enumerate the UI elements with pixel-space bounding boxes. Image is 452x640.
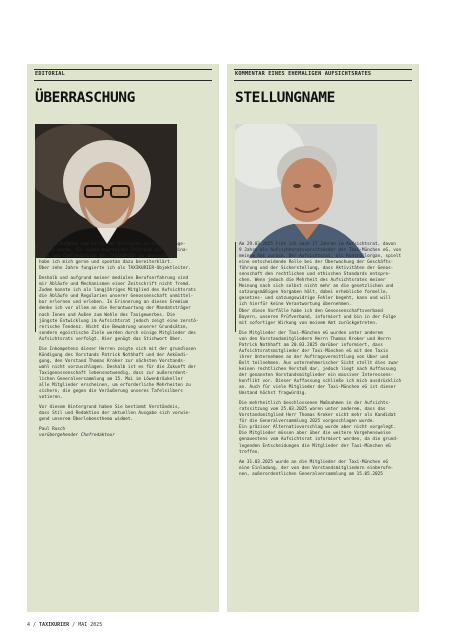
author-photo	[235, 124, 377, 258]
section-kicker: EDITORIAL	[35, 71, 65, 77]
headline: ÜBERRASCHUNG	[35, 90, 135, 106]
quote-bar	[235, 242, 236, 332]
kicker-rule	[34, 80, 212, 81]
top-rule	[34, 69, 212, 70]
page-number: 4 /	[27, 622, 37, 628]
headline: STELLUNGNAME	[235, 90, 335, 106]
paragraph: Die mehrheitlich beschlossenen Maßnahmen in der Aufsichts- ratssitzung vom 25.03.2025 waren unter anderem, dass das Vorstandsmitglied Herr Thomas Kroker nicht mehr als Kandidat für die Generalversammlung 2025 vorgeschlagen wurde. Ein präziser Alternativvorschlag wurde aber nicht vorgelegt. Die Mitglieder müssen aber über die weitere Vorgehensweise genauestens vom Aufsichtsrat informiert werden, da die grund- legenden Entscheidungen die Mitglieder der Taxi-München eG treffen.	[239, 401, 399, 455]
signature-role: vorübergehender Chefredakteur	[39, 433, 115, 439]
signature	[39, 427, 215, 439]
page-footer	[27, 622, 102, 628]
comment-panel	[227, 64, 419, 612]
author-photo	[35, 124, 177, 258]
paragraph: Am 29.03.2025 trat ich nach 17 Jahren im Aufsichtsrat, davon 9 Jahre als Aufsichtsratsvorsitzender der Taxi-München eG, von meinem Amt zurück. Der Aufsichtsrat, als Kontrollorgan, spielt eine entscheidende Rolle bei der Überwachung der Geschäfts- führung und der Sicherstellung, dass Aktivitäten der Genos- senschaft den rechtlichen und ethischen Standards entspre- chen. Wenn jedoch die Mehrheit des Aufsichtsrates meiner Meinung nach sich selbst nicht mehr an die gesetzlichen und satzungsmäßigen Vorgaben hält, dabei erhebliche formelle, gesetzes- und satzungswidrige Fehler begeht, kann und will ich hierfür keine Verantwortung übernehmen. Über diese Vorfälle habe ich den Genossenschaftsverband Bayern, unseren Prüfverband, informiert und bin in der Folge mit sofortiger Wirkung von meinem Amt zurückgetreten.	[239, 242, 402, 326]
section-kicker: KOMMENTAR EINES EHEMALIGEN AUFSICHTSRATES	[235, 71, 372, 77]
signature-name: Paul Rusch	[39, 427, 66, 433]
kicker-rule	[234, 80, 412, 81]
paragraph: Deshalb und aufgrund meiner medialen Berufserfahrung sind mir Abläufe und Mechanismen einer Zeitschrift nicht fremd. Zudem konnte ich als langjähriges Mitglied des Aufsichtsrats die Abläufe und Regularien unserer Genossenschaft unmittel- bar erlernen und erleben. In Erinnerung an dieses Gremium denke ich vor allem an die Verantwortung der Mandatsträger nach Innen und Außen zum Wohle des Taxigewerbes. Die jüngste Entwicklung im Aufsichtsrat jedoch zeigt eine zerstö- rerische Tendenz. Nicht die Bewahrung unserer Grundsätze, sondern egoistische Ziele werden durch einige Mitglieder des Aufsichtsrats verfolgt. Hier genügt das Stichwort Uber.	[39, 276, 199, 342]
editorial-panel	[27, 64, 219, 612]
comment-body	[239, 242, 415, 482]
paragraph: Als die Aufgabe und Bitte des Vorstands an mich herange- tragen wurde, für einen begrenzten Zeitraum die Koordina- tion und Chefredaktion des TAXIKURIER zu übernehmen, habe ich mich gerne und spontan dazu bereiterklärt. Über zehn Jahre fungierte ich als TAXIKURIER-Objektleiter.	[39, 242, 191, 272]
top-rule	[234, 69, 412, 70]
paragraph: Die Inkompetenz dieser Herren zeigte sich mit der grundlosen Kündigung des Vorstands Patrick Nothhaft und der Ankündi- gung, den Vorstand Thomas Kroker zur nächsten Vorstands- wahl nicht vorzuschlagen. Deshalb ist es für die Zukunft der Taxigenossenschaft lebensnotwendig, dass zur außerordent- lichen Generalversammlung am 15. Mai im Löwenbräukeller alle Mitglieder erscheinen, um erforderliche Mehrheiten zu sichern, die gegen die Veräußerung unseres Tafelsilbers votieren.	[39, 346, 196, 401]
paragraph: Die Mitglieder der Taxi-München eG wurden unter anderem von den Vorstandsmitgliedern Herrn Thomas Kroker und Herrn Patrick Nothhaft am 20.03.2025 darüber informiert, dass Aufsichtsratsmitglieder der Taxi-München eG mit den Taxis ihrer Unternehmen an der Auftragsvermittlung von Uber und Bolt teilnehmen. Aus unternehmerischer Sicht stellt dies zwar keinen rechtlichen Verstoß dar, jedoch liegt nach Auffassung der genannten Vorstandsmitglieder ein massiver Interessens- konflikt vor. Dieser Auffassung schließe ich mich ausdrücklich an. Auch für viele Mitglieder der Taxi-München eG ist dieser Umstand höchst fragwürdig.	[239, 330, 402, 397]
quote-bar	[35, 242, 36, 332]
issue-date: / MAI 2025	[72, 622, 103, 628]
paragraph: Am 31.03.2025 wurde an die Mitglieder der Taxi-München eG eine Einladung, der von den Vorstandsmitgliedern einberufe- nen, außerordentlichen Generalversammlung am 15.05.2025	[239, 459, 394, 477]
publication-name: TAXIKURIER	[39, 622, 70, 628]
editorial-body	[39, 242, 215, 439]
paragraph: Vor diesem Hintergrund haben Sie bestimmt Verständnis, dass Stil und Redaktion der aktuellen Ausgabe sich vorwie- gend unserem Überlebensthema widmet.	[39, 405, 191, 423]
